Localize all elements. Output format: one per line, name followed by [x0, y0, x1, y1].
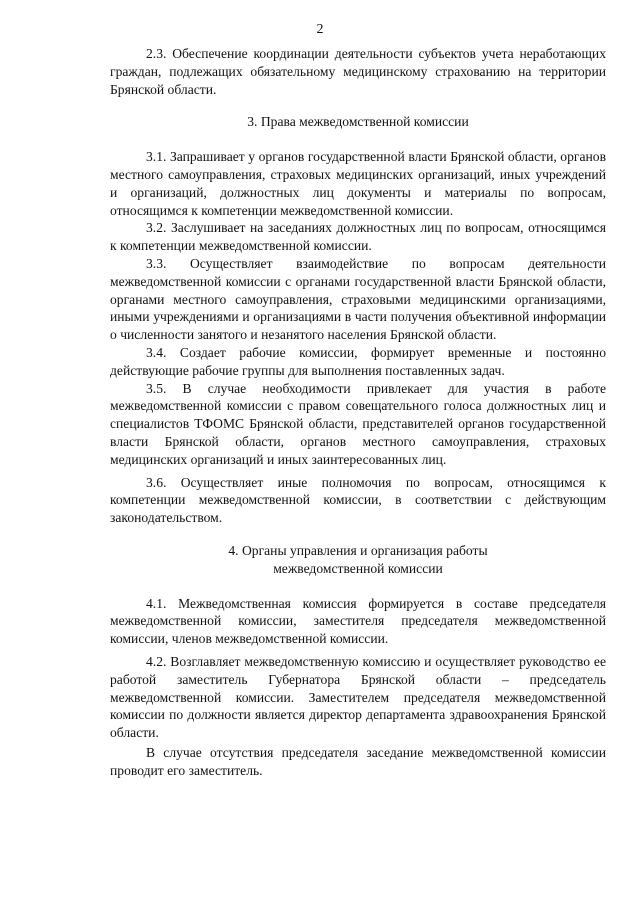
paragraph-4-2-continued: В случае отсутствия председателя заседание межведомственной комиссии проводит его заместитель.	[110, 744, 606, 778]
page-number: 2	[316, 22, 324, 37]
document-body	[110, 45, 606, 779]
paragraph-3-2: 3.2. Заслушивает на заседаниях должностных лиц по вопросам, относящимся к компетенции межведомственной комиссии.	[110, 220, 606, 254]
paragraph-3-4: 3.4. Создает рабочие комиссии, формирует временные и постоянно действующие рабочие группы для выполнения поставленных задач.	[110, 344, 606, 378]
paragraph-4-1: 4.1. Межведомственная комиссия формируется в составе председателя межведомственной комиссии, заместителя председателя межведомственной комиссии, членов межведомственной комиссии.	[110, 595, 606, 647]
paragraph-3-6: 3.6. Осуществляет иные полномочия по вопросам, относящимся к компетенции межведомственной комиссии, в соответствии с действующим законодательством.	[110, 474, 606, 526]
paragraph-3-5: 3.5. В случае необходимости привлекает для участия в работе межведомственной комиссии с правом совещательного голоса должностных лиц и специалистов ТФОМС Брянской области, представителей органов государственной власти Брянской области, органов местного самоуправления, страховых медицинских организаций и иных заинтересованных лиц.	[110, 380, 606, 467]
paragraph-4-2: 4.2. Возглавляет межведомственную комиссию и осуществляет руководство ее работой заместитель Губернатора Брянской области – председатель межведомственной комиссии. Заместителем председателя межведомственной комиссии по должности является директор департамента здравоохранения Брянской области.	[110, 653, 606, 741]
section-4-heading	[110, 542, 606, 578]
section-4-heading-line-2: межведомственной комиссии	[273, 560, 443, 576]
paragraph-2-3: 2.3. Обеспечение координации деятельности субъектов учета неработающих граждан, подлежащих обязательному медицинскому страхованию на территории Брянской области.	[110, 46, 606, 97]
paragraph-3-1: 3.1. Запрашивает у органов государственной власти Брянской области, органов местного самоуправления, страховых медицинских организаций, иных учреждений и организаций, должностных лиц документы и материалы по вопросам, относящимся к компетенции межведомственной комиссии.	[110, 149, 606, 218]
section-4-heading-line-1: 4. Органы управления и организация работы	[228, 542, 488, 558]
paragraph-3-3: 3.3. Осуществляет взаимодействие по вопросам деятельности межведомственной комиссии с органами государственной власти Брянской области, органами местного самоуправления, страховыми медицинскими организациями, иными учреждениями и организациями в части получения объективной информации о численности занятого и незанятого населения Брянской области.	[110, 255, 606, 343]
section-3-heading: 3. Права межведомственной комиссии	[247, 114, 469, 130]
